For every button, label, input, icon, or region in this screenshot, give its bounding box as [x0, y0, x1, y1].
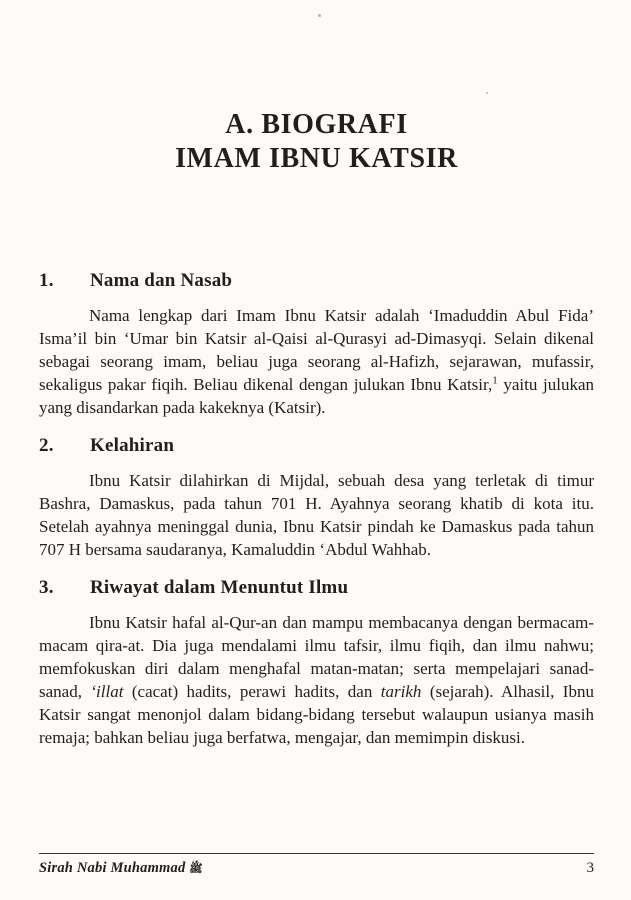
section-title: Nama dan Nasab: [90, 270, 233, 291]
italic-term: ‘illat: [90, 682, 124, 701]
title-line-1: A. BIOGRAFI: [225, 109, 408, 140]
footnote-marker: 1: [492, 374, 498, 387]
section-number: 3.: [39, 577, 54, 598]
paragraph-text: Nama lengkap dari Imam Ibnu Katsir adalah ‘Imaduddin Abul Fida’ Isma’il bin ‘Umar bin Katsir al-Qaisi al-Qurasyi ad-Dimasyqi. Selain dikenal sebagai seorang imam, beliau juga seorang al-Hafizh, sejarawan, mufassir, sekaligus pakar fiqih. Beliau dikenal dengan julukan Ibnu Katsir,: [39, 306, 594, 394]
section-kelahiran: [39, 435, 594, 561]
section-heading-kelahiran: [39, 435, 594, 457]
book-title-text: Sirah Nabi Muhammad: [39, 860, 186, 876]
section-title: Kelahiran: [90, 435, 175, 456]
paragraph-text: Ibnu Katsir dilahirkan di Mijdal, sebuah desa yang terletak di timur Bashra, Damaskus, pada tahun 701 H. Ayahnya seorang khatib di kota itu. Setelah ayahnya meninggal dunia, Ibnu Katsir pindah ke Damaskus pada tahun 707 H bersama saudaranya, Kamaluddin ‘Abdul Wahhab.: [39, 471, 594, 559]
section-riwayat-menuntut-ilmu: [39, 577, 594, 749]
paragraph-riwayat-menuntut-ilmu: [39, 611, 594, 749]
running-book-title: [39, 860, 203, 878]
paragraph-text: yaitu julukan yang disandarkan pada kakeknya (Katsir).: [39, 375, 595, 417]
page-number: 3: [586, 860, 594, 876]
page-footer: [39, 853, 594, 878]
paragraph-kelahiran: [39, 469, 594, 561]
section-number: 2.: [39, 435, 54, 456]
section-heading-riwayat-menuntut-ilmu: [39, 577, 594, 599]
section-nama-dan-nasab: [39, 270, 594, 419]
section-number: 1.: [39, 270, 54, 291]
section-heading-nama-dan-nasab: [39, 270, 594, 292]
honorific-symbol: ﷺ: [189, 863, 203, 875]
paragraph-text: (cacat) hadits, perawi hadits, dan: [123, 682, 381, 701]
italic-term: tarikh: [380, 682, 422, 701]
paragraph-nama-dan-nasab: [39, 304, 594, 419]
scan-speck: [318, 14, 321, 17]
title-line-2: IMAM IBNU KATSIR: [175, 143, 458, 174]
paragraph-text: Ibnu Katsir hafal al-Qur-an dan mampu membacanya dengan bermacam-macam qira-at. Dia juga mendalami ilmu tafsir, ilmu fiqih, dan ilmu nahwu; memfokuskan diri dalam menghafal matan-matan; serta mempelajari sanad-sanad,: [39, 613, 594, 701]
scan-speck: [486, 92, 488, 94]
section-title: Riwayat dalam Menuntut Ilmu: [90, 577, 349, 598]
page-title: [39, 108, 594, 176]
paragraph-text: (sejarah). Alhasil, Ibnu Katsir sangat menonjol dalam bidang-bidang tersebut walaupun usianya masih remaja; bahkan beliau juga berfatwa, mengajar, dan memimpin diskusi.: [39, 682, 594, 747]
